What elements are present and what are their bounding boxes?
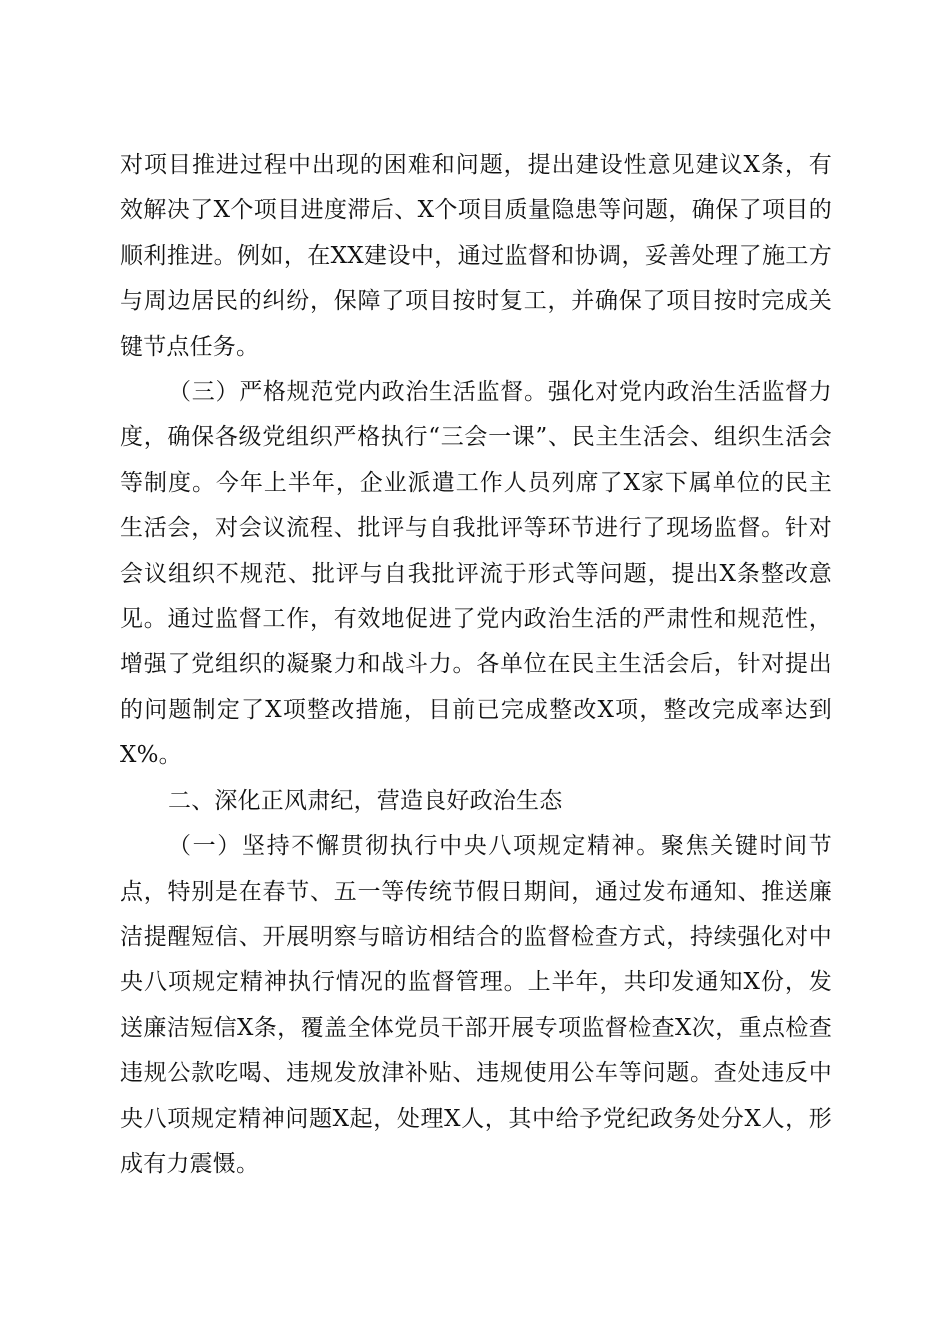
paragraph-eight-point-rules: （一）坚持不懈贯彻执行中央八项规定精神。聚焦关键时间节点，特别是在春节、五一等传统节假日期间，通过发布通知、推送廉洁提醒短信、开展明察与暗访相结合的监督检查方式，持续强化对中央八项规定精神执行情况的监督管理。上半年，共印发通知X份，发送廉洁短信X条，覆盖全体党员干部开展专项监督检查X次，重点检查违规公款吃喝、违规发放津补贴、违规使用公车等问题。查处违反中央八项规定精神问题X起，处理X人，其中给予党纪政务处分X人，形成有力震慑。 (120, 833, 832, 1177)
document-body (120, 143, 832, 1187)
paragraph-project-continuation: 对项目推进过程中出现的困难和问题，提出建设性意见建议X条，有效解决了X个项目进度滞后、X个项目质量隐患等问题，确保了项目的顺利推进。例如，在XX建设中，通过监督和协调，妥善处理了施工方与周边居民的纠纷，保障了项目按时复工，并确保了项目按时完成关键节点任务。 (120, 152, 832, 360)
paragraph-party-life-supervision: （三）严格规范党内政治生活监督。强化对党内政治生活监督力度，确保各级党组织严格执行“三会一课”、民主生活会、组织生活会等制度。今年上半年，企业派遣工作人员列席了X家下属单位的民主生活会，对会议流程、批评与自我批评等环节进行了现场监督。针对会议组织不规范、批评与自我批评流于形式等问题，提出X条整改意见。通过监督工作，有效地促进了党内政治生活的严肃性和规范性，增强了党组织的凝聚力和战斗力。各单位在民主生活会后，针对提出的问题制定了X项整改措施，目前已完成整改X项，整改完成率达到X%。 (120, 379, 832, 769)
section-heading-discipline: 二、深化正风肃纪，营造良好政治生态 (168, 787, 563, 814)
